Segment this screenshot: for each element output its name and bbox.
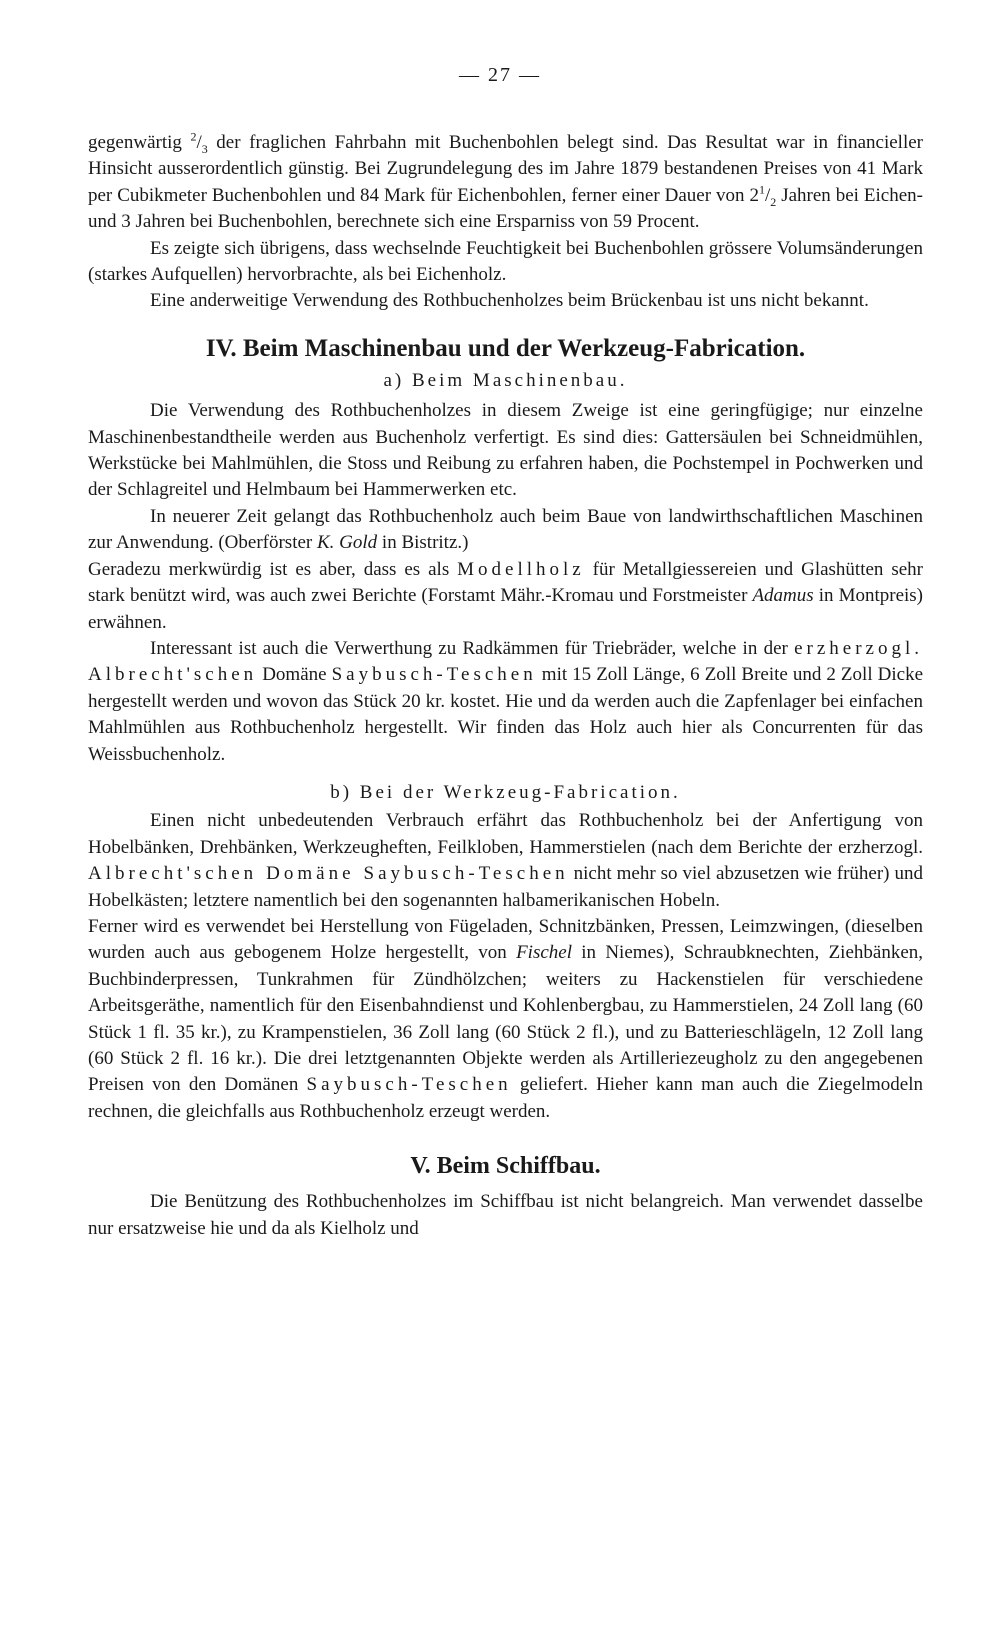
paragraph-feuchtigkeit: Es zeigte sich übrigens, dass wechselnde Feuchtigkeit bei Buchenbohlen grössere Volumsänderungen (starkes Aufquellen) hervorbrachte, als bei Eichenholz. xyxy=(88,237,923,286)
section-heading-iv: IV. Beim Maschinenbau und der Werkzeug-Fabrication. xyxy=(205,334,806,362)
text-run: nicht mehr so viel abzusetzen wie früher) und Hobelkästen; letztere namentlich bei den sogenannten halbamerikanischen Hobeln. xyxy=(88,863,923,911)
page-body xyxy=(88,130,923,1242)
subheading-werkzeug-fabrication: b) Bei der Werkzeug-Fabrication. xyxy=(330,781,681,803)
text-run: Jahren bei Eichen- und 3 Jahren bei Buchenbohlen, berechnete sich eine Ersparniss von 59 Procent. xyxy=(88,184,923,233)
paragraph-modellholz xyxy=(88,557,923,636)
page-number: — 27 — xyxy=(459,64,541,86)
paragraph-landwirthschaft xyxy=(88,504,923,557)
paragraph-brueckenbau: Eine anderweitige Verwendung des Rothbuchenholzes beim Brückenbau ist uns nicht bekannt. xyxy=(150,290,869,312)
text-run: in Niemes), Schraubknechten, Ziehbänken, Buchbinderpressen, Tunkrahmen für Zündhölzchen; weiters zu Hackenstielen für verschiedene Arbeitsgeräthe, namentlich für den Eisenbahndienst und Kohlenbergbau, zu Hammerstielen, 24 Zoll lang (60 Stück 1 fl. 35 kr.), zu Krampenstielen, 36 Zoll lang (60 Stück 2 fl.), und zu Batterieschlägeln, 12 Zoll lang (60 Stück 2 fl. 16 kr.). Die drei letztgenannten Objekte werden als Artilleriezeugholz zu den angegebenen Preisen von den Domänen xyxy=(88,942,923,1096)
spaced-term: Albrecht'schen Domäne Saybusch-Teschen xyxy=(88,863,569,885)
paragraph-schiffbau: Die Benützung des Rothbuchenholzes im Schiffbau ist nicht belangreich. Man verwendet dasselbe nur ersatzweise hie und da als Kielholz und xyxy=(88,1191,923,1239)
text-run: Einen nicht unbedeutenden Verbrauch erfährt das Rothbuchenholz bei der Anfertigung von Hobelbänken, Drehbänken, Werkzeugheften, Feilkloben, Hammerstielen (nach dem Berichte der erzherzogl. xyxy=(88,810,923,858)
text-run: gegenwärtig xyxy=(88,132,191,153)
spaced-term: Modellholz xyxy=(457,558,585,580)
fraction-numerator: 1 xyxy=(758,182,765,197)
spaced-term: Saybusch-Teschen xyxy=(306,1074,512,1096)
spaced-term: Saybusch-Teschen xyxy=(331,664,537,686)
paragraph-hobelbaenke xyxy=(88,808,923,914)
subheading-maschinenbau: a) Beim Maschinenbau. xyxy=(383,369,628,391)
text-run: in Bistritz.) xyxy=(377,532,469,554)
text-run: für Metallgiessereien und Glashütten sehr stark benützt wird, was auch zwei Berichte (Forstamt Mähr.-Kromau und Forstmeister xyxy=(88,558,923,607)
fraction-denominator: 2 xyxy=(770,194,777,209)
text-run: mit 15 Zoll Länge, 6 Zoll Breite und 2 Zoll Dicke hergestellt werden und wovon das Stück 20 kr. kostet. Hie und da werden auch die Zapfenlager bei einfachen Mahlmühlen aus Rothbuchenholz hergestellt. Wir finden das Holz auch hier als Concurrenten für das Weissbuchenholz. xyxy=(88,664,923,765)
person-name: Fischel xyxy=(516,942,572,964)
paragraph-radkaemme xyxy=(88,636,923,768)
text-run: In neuerer Zeit gelangt das Rothbuchenholz auch beim Baue von landwirthschaftlichen Maschinen zur Anwendung. (Oberförster xyxy=(88,505,923,554)
text-run: in Montpreis) erwähnen. xyxy=(88,585,924,633)
spaced-term: erzherzogl. Albrecht'schen xyxy=(88,637,923,686)
text-run: geliefert. Hieher kann man auch die Ziegelmodeln rechnen, die gleichfalls aus Rothbuchenholz erzeugt werden. xyxy=(88,1074,923,1122)
text-run: Geradezu merkwürdig ist es aber, dass es als xyxy=(88,558,458,580)
text-run: Interessant ist auch die Verwerthung zu Radkämmen für Triebräder, welche in der xyxy=(150,637,795,659)
text-run: Domäne xyxy=(257,664,332,686)
paragraph-maschinenbestandtheile: Die Verwendung des Rothbuchenholzes in diesem Zweige ist eine geringfügige; nur einzelne Maschinenbestandtheile werden aus Buchenholz verfertigt. Es sind dies: Gattersäulen bei Schneidmühlen, Werkstücke bei Mahlmühlen, die Stoss und Reibung zu erfahren haben, die Pochstempel in Pochwerken und der Schlagreitel und Helmbaum bei Hammerwerken etc. xyxy=(88,400,923,501)
person-name: K. Gold xyxy=(316,532,378,554)
text-run: Ferner wird es verwendet bei Herstellung von Fügeladen, Schnitzbänken, Pressen, Leimzwingen, (dieselben wurden auch aus gebogenem Holze hergestellt, von xyxy=(88,915,923,964)
paragraph-fuegeladen xyxy=(88,914,923,1125)
text-run: der fraglichen Fahrbahn mit Buchenbohlen belegt sind. Das Resultat war in financieller Hinsicht ausserordentlich günstig. Bei Zugrundelegung des im Jahre 1879 bestandenen Preises von 41 Mark per Cubikmeter Buchenbohlen und 84 Mark für Eichenbohlen, ferner einer Dauer von 2 xyxy=(88,132,924,206)
person-name: Adamus xyxy=(752,585,814,607)
fraction-denominator: 3 xyxy=(201,141,208,156)
fraction-numerator: 2 xyxy=(190,129,197,144)
paragraph-bohlen-result: gegenwärtig $^2/_3$ der fraglichen Fahrbahn mit Buchenbohlen belegt sind. Das Resultat war in financieller Hinsicht ausserordentlich günstig. Bei Zugrundelegung des im Jahre 1879 bestandenen Preises von 41 Mark per Cubikmeter Buchenbohlen und 84 Mark für Eichenbohlen, ferner einer Dauer von $2^1/_2$ Jahren bei Eichen- und 3 Jahren bei Buchenbohlen, berechnete sich eine Ersparniss von 59 Procent. xyxy=(88,129,924,233)
section-heading-v: V. Beim Schiffbau. xyxy=(410,1153,601,1180)
